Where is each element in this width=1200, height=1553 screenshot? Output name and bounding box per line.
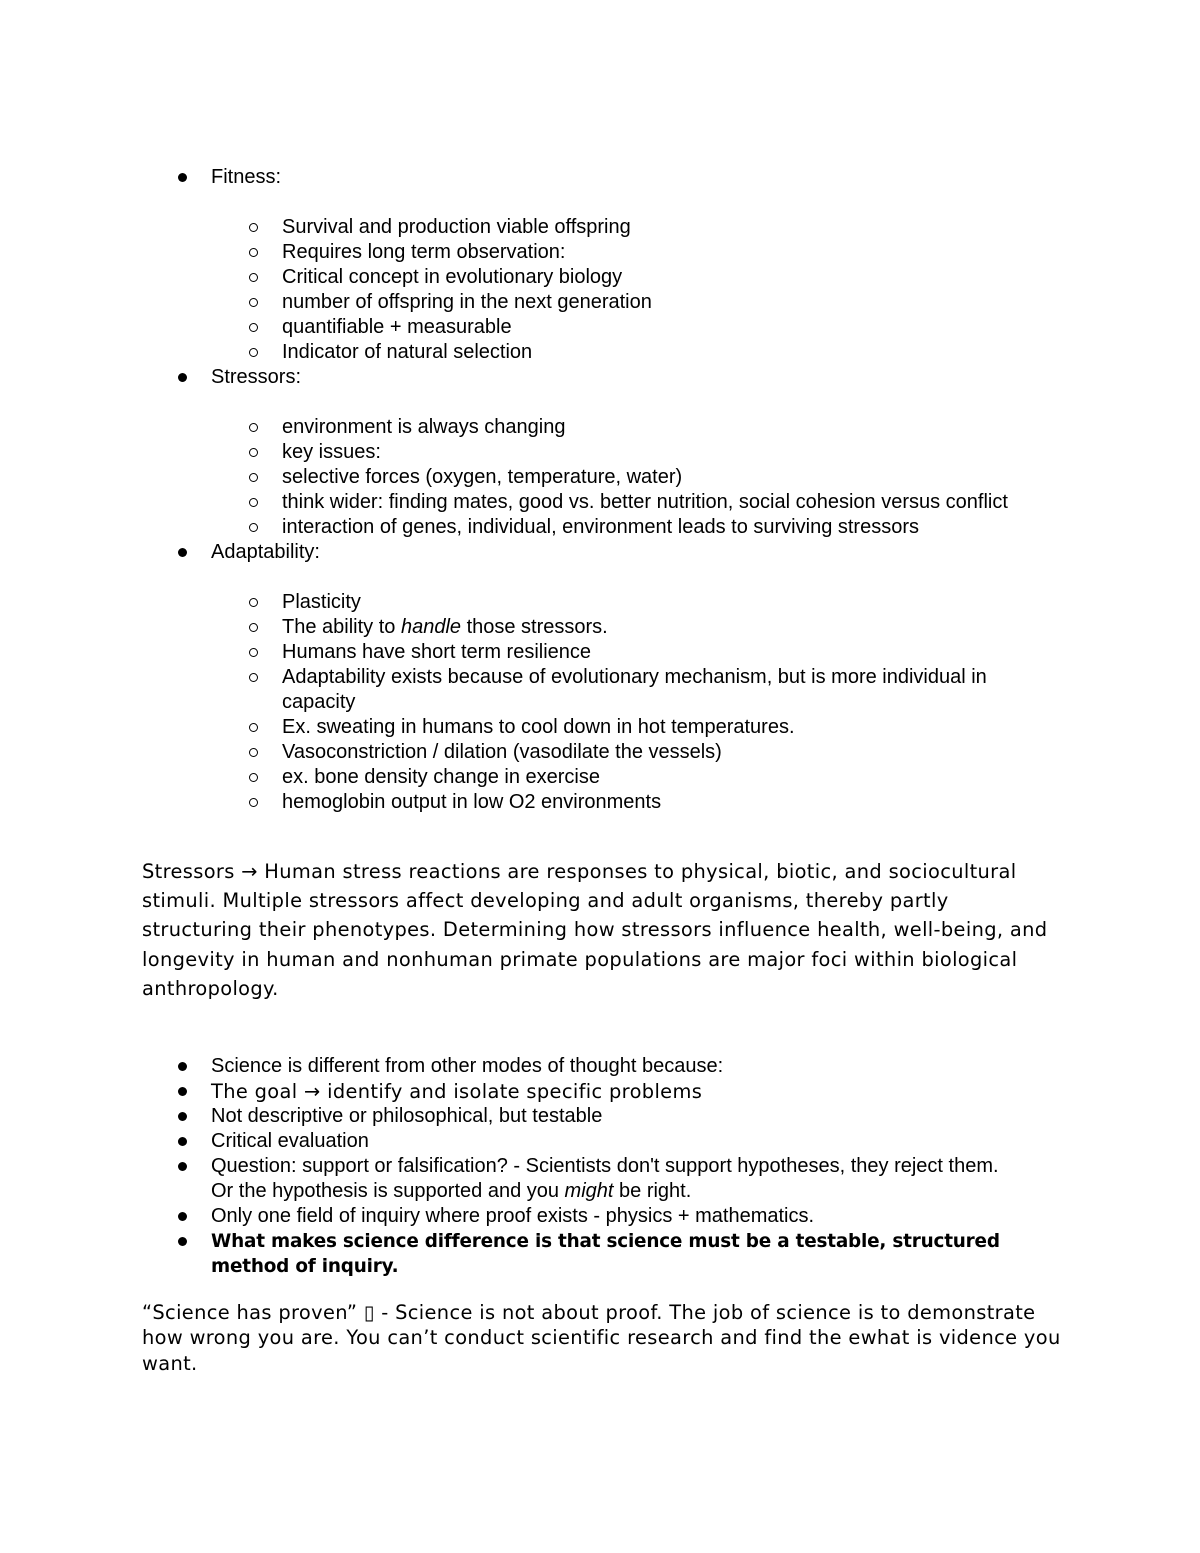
- circle-bullet-icon: [249, 348, 258, 357]
- fitness-item: [0, 290, 1052, 315]
- adaptability-item-text: Humans have short term resilience: [282, 641, 592, 663]
- circle-bullet-icon: [249, 448, 258, 457]
- fitness-item: [0, 240, 1052, 265]
- stressors-item-text: think wider: finding mates, good vs. better nutrition, social cohesion versus conflict: [282, 491, 1008, 513]
- topic-list: [0, 165, 1200, 815]
- science-item: [0, 1054, 1011, 1079]
- fitness-item-text: Requires long term observation:: [282, 241, 566, 263]
- adaptability-item: [0, 765, 1052, 790]
- italic-word: might: [564, 1180, 614, 1202]
- italic-word: handle: [400, 616, 462, 638]
- adaptability-label: Adaptability:: [211, 541, 320, 563]
- science-item-emphasis: [0, 1229, 1011, 1279]
- fitness-sublist: [0, 215, 1200, 365]
- spacer: [0, 190, 1200, 215]
- science-item: [0, 1104, 1011, 1129]
- fitness-item: [0, 265, 1052, 290]
- science-item-text-bold: What makes science difference is that science must be a testable, structured method of inquiry.: [211, 1231, 1000, 1277]
- fitness-item-text: quantifiable + measurable: [282, 316, 512, 338]
- fitness-label: Fitness:: [211, 166, 282, 188]
- science-item-text: Science is different from other modes of thought because:: [211, 1055, 724, 1077]
- adaptability-item-text: Plasticity: [282, 591, 361, 613]
- adaptability-item-text: hemoglobin output in low O2 environments: [282, 791, 662, 813]
- circle-bullet-icon: [249, 673, 258, 682]
- circle-bullet-icon: [249, 298, 258, 307]
- adaptability-item: [0, 590, 1052, 615]
- fitness-item-text: Survival and production viable offspring: [282, 216, 631, 238]
- proof-paragraph: “Science has proven” ▯ - Science is not about proof. The job of science is to demonstrate how wrong you are. You can’t conduct scientific research and find the ewhat is vidence you want.: [142, 1301, 1061, 1375]
- circle-bullet-icon: [249, 323, 258, 332]
- circle-bullet-icon: [249, 798, 258, 807]
- adaptability-item-text: ex. bone density change in exercise: [282, 766, 600, 788]
- circle-bullet-icon: [249, 523, 258, 532]
- fitness-item-text: Indicator of natural selection: [282, 341, 533, 363]
- stressors-sublist: [0, 415, 1200, 540]
- circle-bullet-icon: [249, 598, 258, 607]
- circle-bullet-icon: [249, 623, 258, 632]
- stressors-paragraph: Stressors → Human stress reactions are responses to physical, biotic, and sociocultural stimuli. Multiple stressors affect developing and adult organisms, thereby partly structuring their phenotypes. Determining how stressors influence health, well-being, and longevity in human and nonhuman primate populations are major foci within biological anthropology.: [142, 860, 1048, 1000]
- bullet-icon: [178, 1137, 187, 1146]
- circle-bullet-icon: [249, 773, 258, 782]
- adaptability-sublist-wrapper: [0, 590, 1200, 815]
- science-item: [0, 1154, 1011, 1204]
- spacer: [0, 390, 1200, 415]
- science-item-text: Critical evaluation: [211, 1130, 369, 1152]
- list-item-fitness: [0, 165, 1200, 190]
- science-item-text: Not descriptive or philosophical, but testable: [211, 1105, 603, 1127]
- adaptability-item: [0, 615, 1052, 640]
- circle-bullet-icon: [249, 473, 258, 482]
- stressors-item-text: key issues:: [282, 441, 381, 463]
- circle-bullet-icon: [249, 223, 258, 232]
- fitness-sublist-wrapper: [0, 215, 1200, 365]
- fitness-item-text: number of offspring in the next generation: [282, 291, 652, 313]
- fitness-item: [0, 215, 1052, 240]
- stressors-item: [0, 440, 1052, 465]
- science-item-text-end: be right.: [613, 1180, 692, 1202]
- adaptability-item: [0, 665, 1052, 715]
- stressors-item: [0, 515, 1052, 540]
- science-item: [0, 1204, 1011, 1229]
- adaptability-item: [0, 715, 1052, 740]
- science-list: [0, 1054, 1200, 1279]
- fitness-item: [0, 315, 1052, 340]
- spacer: [0, 565, 1200, 590]
- bullet-icon: [178, 1087, 187, 1096]
- stressors-item-text: selective forces (oxygen, temperature, water): [282, 466, 683, 488]
- science-item: [0, 1079, 1011, 1104]
- adaptability-item: [0, 640, 1052, 665]
- bullet-icon: [178, 1212, 187, 1221]
- adaptability-item-text: The ability to: [282, 616, 401, 638]
- adaptability-item-text: Adaptability exists because of evolutionary mechanism, but is more individual in capacity: [282, 666, 987, 713]
- adaptability-item-text-end: those stressors.: [461, 616, 608, 638]
- science-item-text: Only one field of inquiry where proof exists - physics + mathematics.: [211, 1205, 815, 1227]
- bullet-icon: [178, 373, 187, 382]
- bullet-icon: [178, 548, 187, 557]
- adaptability-item-text: Ex. sweating in humans to cool down in hot temperatures.: [282, 716, 795, 738]
- circle-bullet-icon: [249, 248, 258, 257]
- circle-bullet-icon: [249, 273, 258, 282]
- list-item-adaptability: [0, 540, 1200, 565]
- list-item-stressors: [0, 365, 1200, 390]
- bullet-icon: [178, 1162, 187, 1171]
- stressors-item-text: environment is always changing: [282, 416, 566, 438]
- circle-bullet-icon: [249, 648, 258, 657]
- circle-bullet-icon: [249, 748, 258, 757]
- adaptability-item: [0, 740, 1052, 765]
- circle-bullet-icon: [249, 423, 258, 432]
- fitness-item: [0, 340, 1052, 365]
- science-item: [0, 1129, 1011, 1154]
- fitness-item-text: Critical concept in evolutionary biology: [282, 266, 623, 288]
- stressors-sublist-wrapper: [0, 415, 1200, 540]
- circle-bullet-icon: [249, 498, 258, 507]
- bullet-icon: [178, 1237, 187, 1246]
- adaptability-item: [0, 790, 1052, 815]
- adaptability-item-text: Vasoconstriction / dilation (vasodilate the vessels): [282, 741, 722, 763]
- science-item-text: The goal → identify and isolate specific problems: [211, 1080, 703, 1103]
- stressors-item: [0, 490, 1052, 515]
- stressors-item-text: interaction of genes, individual, environment leads to surviving stressors: [282, 516, 919, 538]
- bullet-icon: [178, 1112, 187, 1121]
- science-item-text: Question: support or falsification? - Scientists don't support hypotheses, they reject them. Or the hypothesis is supported and you: [211, 1155, 999, 1202]
- bullet-icon: [178, 1062, 187, 1071]
- stressors-label: Stressors:: [211, 366, 302, 388]
- adaptability-sublist: [0, 590, 1200, 815]
- stressors-item: [0, 415, 1052, 440]
- circle-bullet-icon: [249, 723, 258, 732]
- bullet-icon: [178, 173, 187, 182]
- stressors-item: [0, 465, 1052, 490]
